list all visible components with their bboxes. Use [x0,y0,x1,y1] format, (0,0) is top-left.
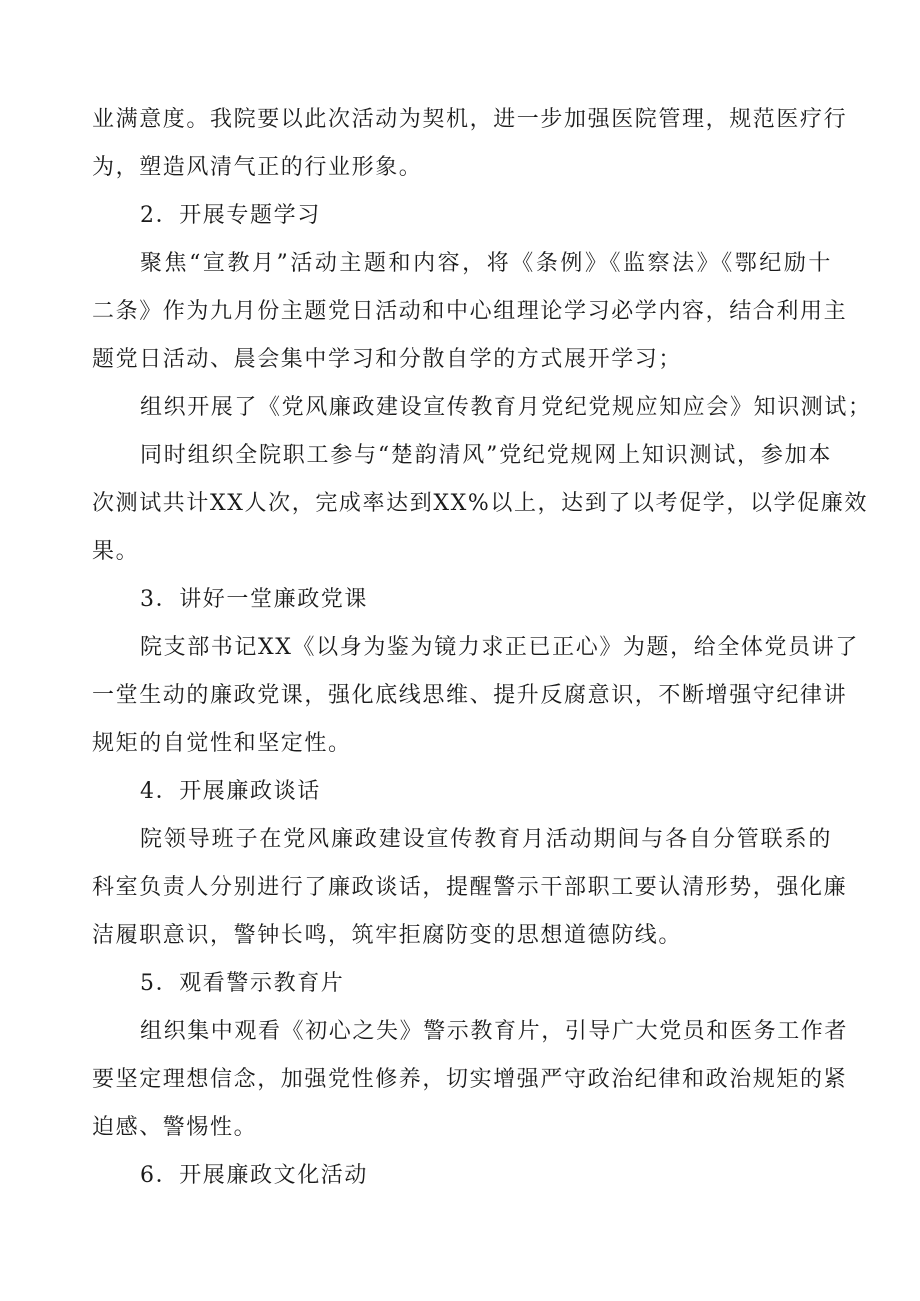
text-line: 院支部书记XX《以身为鉴为镜力求正已正心》为题，给全体党员讲了 [140,635,859,660]
document-page [92,96,872,1200]
paragraph-online-test [92,432,868,576]
section-heading-5: 5．观看警示教育片 [140,971,345,996]
text-line: 洁履职意识，警钟长鸣，筑牢拒腐防变的思想道德防线。 [92,923,683,948]
paragraph-party-lecture [92,624,859,768]
section-heading-2: 2．开展专题学习 [140,203,321,228]
paragraph-knowledge-test [92,384,872,432]
text-line: 业满意度。我院要以此次活动为契机，进一步加强医院管理，规范医疗行 [92,107,848,132]
text-line: 题党日活动、晨会集中学习和分散自学的方式展开学习； [92,347,683,372]
text-line: 科室负责人分别进行了廉政谈话，提醒警示干部职工要认清形势，强化廉 [92,875,848,900]
section-heading-3: 3．讲好一堂廉政党课 [140,587,368,612]
text-line: 聚焦“宣教月”活动主题和内容，将《条例》《监察法》《鄂纪励十 [140,251,832,276]
section-heading-4: 4．开展廉政谈话 [140,779,321,804]
paragraph-warning-film [92,1008,849,1152]
paragraph-study-focus [92,240,848,384]
text-line: 规矩的自觉性和坚定性。 [92,731,352,756]
text-line: 二条》作为九月份主题党日活动和中心组理论学习必学内容，结合利用主 [92,299,848,324]
text-line: 组织集中观看《初心之失》警示教育片，引导广大党员和医务工作者 [140,1019,849,1044]
text-line: 迫感、警惕性。 [92,1115,258,1140]
text-line: 一堂生动的廉政党课，强化底线思维、提升反腐意识，不断增强守纪律讲 [92,683,848,708]
text-line: 次测试共计XX人次，完成率达到XX%以上，达到了以考促学，以学促廉效 [92,491,868,516]
paragraph-continuation [92,96,848,192]
text-line: 院领导班子在党风廉政建设宣传教育月活动期间与各自分管联系的 [140,827,832,852]
text-line: 组织开展了《党风廉政建设宣传教育月党纪党规应知应会》知识测试； [140,395,872,420]
text-line: 要坚定理想信念，加强党性修养，切实增强严守政治纪律和政治规矩的紧 [92,1067,848,1092]
text-line: 果。 [92,539,140,564]
text-line: 同时组织全院职工参与“楚韵清风”党纪党规网上知识测试，参加本 [140,443,832,468]
text-line: 为，塑造风清气正的行业形象。 [92,155,423,180]
paragraph-integrity-talks [92,816,848,960]
section-heading-6: 6．开展廉政文化活动 [140,1163,368,1188]
